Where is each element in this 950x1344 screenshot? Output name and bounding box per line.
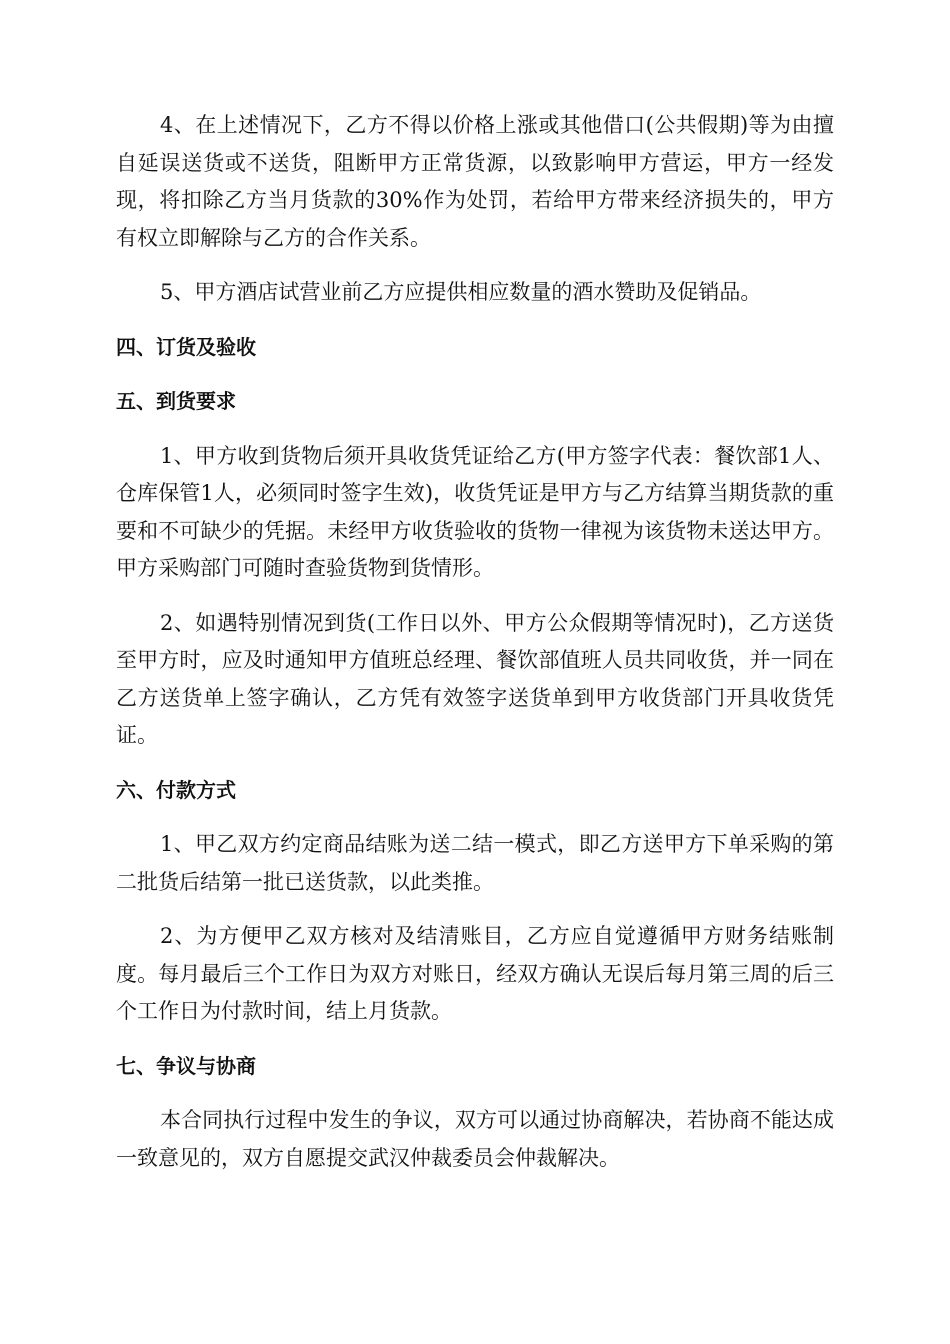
dispute-paragraph: 本合同执行过程中发生的争议，双方可以通过协商解决，若协商不能达成一致意见的，双方自愿提交武汉仲裁委员会仲裁解决。 xyxy=(116,1108,834,1170)
section-heading-dispute: 七、争议与协商 xyxy=(116,1053,256,1078)
section-heading-payment: 六、付款方式 xyxy=(116,777,236,802)
delivery-clause-2-paragraph: 2、如遇特别情况到货(工作日以外、甲方公众假期等情况时)，乙方送货至甲方时，应及时通知甲方值班总经理、餐饮部值班人员共同收货，并一同在乙方送货单上签字确认，乙方凭有效签字送货单到甲方收货部门开具收货凭证。 xyxy=(116,610,834,747)
clause-4-paragraph: 4、在上述情况下，乙方不得以价格上涨或其他借口(公共假期)等为由擅自延误送货或不送货，阻断甲方正常货源，以致影响甲方营运，甲方一经发现，将扣除乙方当月货款的30%作为处罚，若给甲方带来经济损失的，甲方有权立即解除与乙方的合作关系。 xyxy=(116,113,834,250)
delivery-clause-1-paragraph: 1、甲方收到货物后须开具收货凭证给乙方(甲方签字代表：餐饮部1人、仓库保管1人，必须同时签字生效)，收货凭证是甲方与乙方结算当期货款的重要和不可缺少的凭据。未经甲方收货验收的货物一律视为该货物未送达甲方。甲方采购部门可随时查验货物到货情形。 xyxy=(116,443,834,580)
document-page xyxy=(116,107,834,1194)
section-heading-delivery: 五、到货要求 xyxy=(116,389,236,413)
clause-5-paragraph: 5、甲方酒店试营业前乙方应提供相应数量的酒水赞助及促销品。 xyxy=(160,280,762,304)
payment-clause-1-paragraph: 1、甲乙双方约定商品结账为送二结一模式，即乙方送甲方下单采购的第二批货后结第一批已送货款，以此类推。 xyxy=(116,832,834,894)
payment-clause-2-paragraph: 2、为方便甲乙双方核对及结清账目，乙方应自觉遵循甲方财务结账制度。每月最后三个工作日为双方对账日，经双方确认无误后每月第三周的后三个工作日为付款时间，结上月货款。 xyxy=(116,924,834,1023)
section-heading-ordering: 四、订货及验收 xyxy=(116,334,256,359)
